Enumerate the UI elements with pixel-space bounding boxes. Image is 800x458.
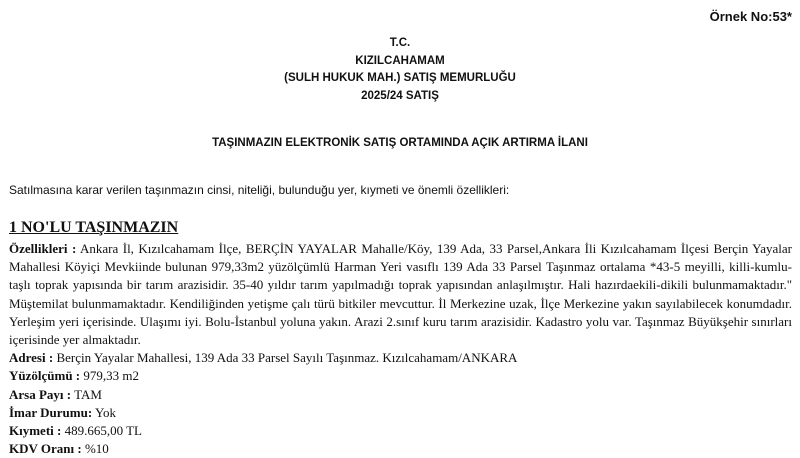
share-row [9,386,792,404]
features-text: Ankara İl, Kızılcahamam İlçe, BERÇİN YAYALAR Mahalle/Köy, 139 Ada, 33 Parsel,Ankara İli Kızılcahamam İlçesi Berçin Yayalar Mahallesi Köyiçi Mevkiinde bulunan 979,33m2 yüzölçümlü Harman Yeri vasıflı 139 Ada 33 Parsel Taşınmaz ortalama *43-5 meyilli, killi-kumlu-taşlı toprak yapısında bir tarım arazisidir. 35-40 yıldır tarım yapılmadığı toprak yapısından anlaşılmıştır. Hali hazırdaekili-dikili bulunmamaktadır." Müştemilat bulunmamaktadır. Kendiliğinden yetişme çalı türü bitkiler mevcuttur. İl Merkezine uzak, İlçe Merkezine yakın sayılabilecek konumdadır. Yerleşim yeri içerisinde. Ulaşımı iyi. Bolu-İstanbul yoluna yakın. Arazi 2.sınıf kuru tarım arazisidir. Kadastro yolu var. Taşınmaz Büyükşehir sınırları içerisinde yer almaktadır. [9,241,793,348]
address-row [9,349,792,367]
share-label: Arsa Payı : [9,386,72,402]
value-label: Kıymeti : [9,423,62,439]
property-details [9,240,792,458]
address-label: Adresi : [9,350,54,366]
property-heading: 1 NO'LU TAŞINMAZIN [9,219,179,236]
features-paragraph [9,240,792,349]
zoning-row [9,404,792,422]
vat-row [9,440,792,458]
value-row [9,422,792,440]
header-file-number: 2025/24 SATIŞ [361,89,439,102]
share-value: TAM [71,386,102,402]
features-label: Özellikleri : [9,241,77,256]
area-label: Yüzölçümü : [9,368,81,384]
area-row [9,367,792,385]
zoning-label: İmar Durumu: [9,404,93,420]
value-value: 489.665,00 TL [61,423,142,439]
address-value: Berçin Yayalar Mahallesi, 139 Ada 33 Parsel Sayılı Taşınmaz. Kızılcahamam/ANKARA [53,350,518,366]
intro-text: Satılmasına karar verilen taşınmazın cinsi, niteliği, bulunduğu yer, kıymeti ve önemli özellikleri: [9,183,510,197]
announcement-title: TAŞINMAZIN ELEKTRONİK SATIŞ ORTAMINDA AÇIK ARTIRMA İLANI [212,137,588,149]
vat-value: %10 [81,441,109,457]
example-number: Örnek No:53* [709,9,792,24]
zoning-value: Yok [92,404,117,420]
header-office: (SULH HUKUK MAH.) SATIŞ MEMURLUĞU [284,72,516,84]
header-district: KIZILCAHAMAM [355,54,445,67]
document-header [0,35,800,105]
header-tc: T.C. [389,37,411,49]
area-value: 979,33 m2 [80,368,140,384]
vat-label: KDV Oranı : [9,441,82,457]
